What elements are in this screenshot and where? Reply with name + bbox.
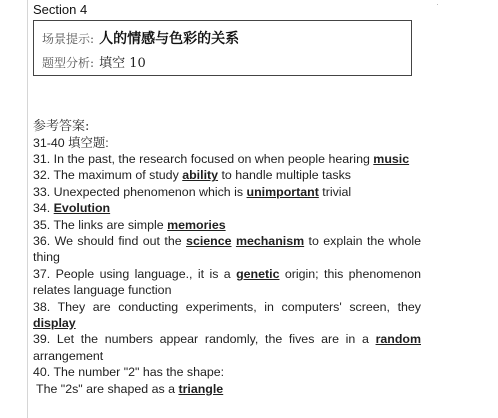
question-type-value: 填空 10 bbox=[99, 56, 146, 71]
answer-text: 39. Let the numbers appear randomly, the fives are in a bbox=[33, 332, 376, 347]
answer-text: 34. bbox=[33, 201, 54, 216]
answer-text: to handle multiple tasks bbox=[218, 168, 351, 183]
answer-text: trivial bbox=[318, 184, 352, 199]
answer-subheading: 31-40 填空题: bbox=[33, 136, 109, 150]
answer-text: The "2s" are shaped as a bbox=[36, 381, 179, 396]
answer-keyword: random bbox=[375, 332, 421, 347]
section-title: Section 4 bbox=[33, 2, 88, 17]
answer-item-38 bbox=[33, 299, 421, 332]
answer-text: 40. The number "2" has the shape: bbox=[33, 365, 225, 380]
question-type-row bbox=[42, 52, 146, 71]
scene-info-box bbox=[33, 20, 412, 76]
answer-text: 38. They are conducting experiments, in computers' screen, they bbox=[33, 299, 421, 314]
answer-text: 37. People using language., it is a bbox=[33, 266, 237, 281]
answer-keyword: Evolution bbox=[53, 201, 111, 216]
scan-mark bbox=[437, 4, 438, 5]
answer-item-32 bbox=[33, 167, 421, 183]
answer-item-31 bbox=[33, 151, 421, 167]
answer-keyword: music bbox=[373, 152, 410, 166]
answer-text: 33. Unexpected phenomenon which is bbox=[33, 184, 247, 199]
answer-key bbox=[33, 118, 421, 397]
question-type-label: 题型分析: bbox=[42, 56, 95, 70]
answer-text: 36. We should find out the bbox=[33, 234, 187, 249]
answer-text: 35. The links are simple bbox=[33, 217, 168, 232]
scene-row bbox=[42, 28, 239, 48]
left-margin-rule bbox=[27, 0, 28, 418]
answer-text: 32. The maximum of study bbox=[33, 168, 183, 183]
answer-keyword: memories bbox=[167, 217, 226, 232]
answer-item-34 bbox=[33, 200, 421, 216]
answer-keyword: display bbox=[33, 316, 76, 331]
answer-keyword: triangle bbox=[178, 381, 224, 396]
answer-keyword: genetic bbox=[236, 266, 280, 281]
scene-label: 场景提示: bbox=[42, 32, 95, 46]
answer-text: to explain the whole thing bbox=[33, 234, 421, 265]
answer-keyword: mechanism bbox=[235, 234, 305, 249]
answer-keyword: science bbox=[186, 234, 232, 249]
answer-keyword: ability bbox=[182, 168, 219, 183]
scene-value: 人的情感与色彩的关系 bbox=[99, 31, 240, 47]
answer-item-36 bbox=[33, 233, 421, 266]
answer-item-39 bbox=[33, 331, 421, 364]
answer-item-37 bbox=[33, 266, 421, 299]
answer-item-40 bbox=[33, 364, 421, 380]
answer-text: origin; this phenomenon relates language function bbox=[33, 266, 422, 298]
answer-heading: 参考答案: bbox=[33, 119, 90, 134]
answer-item-35 bbox=[33, 217, 421, 233]
answer-text: arrangement bbox=[33, 348, 104, 363]
answer-keyword: unimportant bbox=[246, 184, 319, 199]
answer-item-33 bbox=[33, 184, 421, 200]
answer-text: 31. In the past, the research focused on when people hearing bbox=[33, 152, 374, 166]
answer-item-40-detail bbox=[33, 381, 421, 397]
